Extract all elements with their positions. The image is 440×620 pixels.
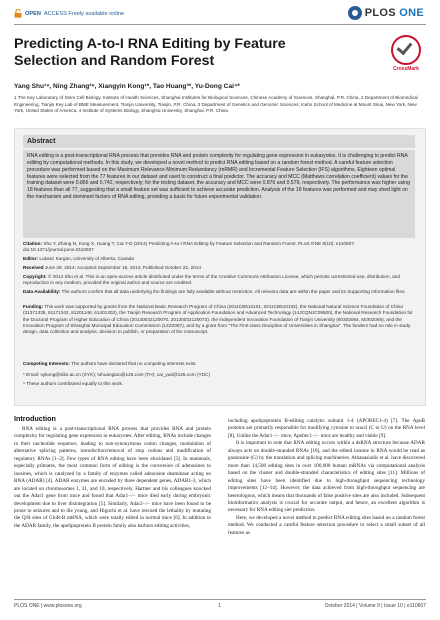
citation-text: Shu Y, Zhang N, Kong X, Huang T, Cai Y-D (2014) Predicting A-to-I RNA Editing by Feature Selection and Random Forest. PLoS ONE 9(10): e110607. doi:10.1371/journal.pone.0110607	[23, 241, 356, 253]
body-column-right	[228, 418, 425, 537]
author-list: Yang Shu¹⁹, Ning Zhang²⁹, Xiangyin Kong¹*, Tao Huang³*, Yu-Dong Cai⁴*	[14, 83, 240, 90]
data-availability-text: The authors confirm that all data underlying the findings are fully available without restriction. All relevant data are within the paper and its Supporting Information files.	[61, 289, 406, 294]
crossmark-icon	[391, 35, 421, 65]
article-title: Predicting A-to-I RNA Editing by Feature Selection and Random Forest	[14, 36, 286, 69]
open-access-label: ACCESS Freely available online	[43, 10, 125, 17]
editor	[23, 256, 415, 262]
data-availability-label: Data Availability:	[23, 289, 61, 294]
footer-journal-url[interactable]: PLOS ONE | www.plosone.org	[14, 603, 82, 609]
open-access-prefix: OPEN	[25, 10, 41, 17]
body-column-left	[14, 426, 211, 530]
editor-label: Editor:	[23, 256, 39, 261]
abstract-heading: Abstract	[23, 135, 415, 148]
open-access-lock-icon	[14, 9, 22, 18]
footer-divider	[14, 599, 426, 600]
journal-wordmark	[365, 7, 424, 19]
dates	[23, 265, 415, 271]
data-availability	[23, 289, 415, 295]
intro-paragraph: including apolipoprotein B-editing catalytic subunit 1-4 (APOBEC1-4) [7]. The ApoB proteins are primarily responsible for modifying cytosine to uracil (C to U) on the RNA level [8]. Unlike the Adar1−/− mice, Apobec1−/− mice are healthy and viable [9].	[228, 418, 425, 439]
journal-logo[interactable]	[348, 6, 424, 20]
crossmark-label: CrossMark	[393, 66, 419, 72]
competing-interests-text: The authors have declared that no competing interests exist.	[71, 361, 197, 366]
competing-interests-label: Competing Interests:	[23, 361, 70, 366]
affiliations: 1 The Key Laboratory of Stem Cell Biology, Institute of Health Sciences, Shanghai Institutes for Biological Sciences, Chinese Academy of Sciences, Shanghai, P.R. China, 2 Department of Biomedical Engineering, Tianjin Key Lab of BME Measurement, Tianjin University, Tianjin, P.R. China, 3 Department of Genetics and Genomic Sciences, Icahn School of Medicine at Mount Sinai, New York, New York, United States of America, 4 Institute of Systems Biology, Shanghai University, Shanghai, P.R. China	[14, 95, 418, 114]
intro-paragraph: It is important to note that RNA editing occurs within a dsRNA structure because ADAR always acts on double-stranded RNAs [10], and the edited inosine in RNA would be read as guanosine (G) by the translation and splicing machineries. Athanasiadis et al. have discovered more than 14,500 editing sites in over 100,000 human mRNAs via computational analysis based on the cluster and double-stranded characteristics of editing sites [11]. Millions of editing sites have been identified due to high-throughput sequencing technology improvements [12–14]. However, the data achieved from high-throughput sequencing are heterologous, which means that thousands of false positive sites are also included. Subsequent bioinformatics analysis is crucial for accurate output, and hence, an excellent algorithm is necessary for RNA editing site prediction.	[228, 440, 425, 514]
journal-name-text: ONE	[399, 7, 424, 19]
funding-text: This work was supported by grants from the National Basic Research Program of China (2011CB510101, 2011CB510102), the National Natural Science Foundation of China (31371335, 81171342, 81201148, 61401302), the Tianjin Research Program of Application Foundation and Advanced Technology (14JCQNJC09500), the National Research Foundation for the Doctoral Program of Higher Education of China (20130032120070, 20120032120073), the Independent Innovation Foundation of Tianjin University (60302064, 60302069), and the Innovation Program of Shanghai Municipal Education Commission (12ZZ087), and by a grant from "The First-class Discipline of Universities in Shanghai". The funders had no role in study design, data collection and analysis, decision to publish, or preparation of the manuscript.	[23, 304, 413, 335]
citation-label: Citation:	[23, 241, 43, 246]
editor-text: Lukasz Kurgan, University of Alberta, Canada	[39, 256, 135, 261]
competing-interests	[23, 361, 415, 367]
crossmark-badge[interactable]	[386, 35, 426, 72]
copyright	[23, 274, 415, 287]
funding	[23, 304, 415, 335]
received-label: Received	[23, 265, 44, 270]
journal-logo-text: PLOS	[364, 7, 396, 19]
citation	[23, 241, 415, 254]
copyright-text: © 2014 Shu et al. This is an open-access article distributed under the terms of the Creative Commons Attribution License, which permits unrestricted use, distribution, and reproduction in any medium, provided the original author and source are credited.	[23, 274, 400, 286]
page-number: 1	[218, 603, 221, 609]
plos-logo-icon	[348, 6, 362, 20]
equal-contribution-note: ⁹ These authors contributed equally to this work.	[23, 381, 124, 386]
correspondence-email[interactable]: * Email: xykong@sibs.ac.cn (XYK); tohuangtao@126.com (TH); cai_yud@126.com (YDC)	[23, 372, 211, 377]
header-divider	[14, 24, 426, 25]
introduction-heading: Introduction	[14, 414, 56, 423]
intro-paragraph: Here, we developed a novel method to predict RNA editing sites based on a random forest method. We conducted a careful feature selection procedure to select a small subset of all features as	[228, 514, 425, 536]
abstract-text: RNA editing is a post-transcriptional RNA process that provides RNA and protein complexity for regulating gene expression in eukaryotes. It is challenging to predict RNA editing by computational methods. In this study, we developed a novel method to predict RNA editing based on a random forest method. A careful feature selection procedure was performed based on the Maximum Relevance Minimum Redundancy (mRMR) and Incremental Feature Selection (IFS) algorithms. Eighteen optimal features were selected from the 77 features in our dataset and used to construct a final predictor. The accuracy and MCC (Matthews correlation coefficient) values for the training dataset were 0.866 and 0.742, respectively; for the testing dataset, the accuracy and MCC were 0.876 and 0.576, respectively. The performance was higher using 18 features than all 77, suggesting that a small feature set was sufficient to achieve accurate prediction. Analysis of the 18 features was performed and may shed light on the mechanism and dominant factors of RNA editing, providing a basis for future experimental validation.	[23, 150, 415, 238]
funding-label: Funding:	[23, 304, 44, 309]
intro-paragraph: RNA editing is a post-transcriptional RNA process that provides RNA and protein complexity for regulating gene expression in eukaryotes. After editing, RNAs include changes in their nucleotide sequence, leading to non-synonymous codon changes, modulation of alternative splicing patterns, introduction/removal of stop codons and modification of regulatory RNAs [1–2]. Few types of RNA editing have been elucidated [3]. In mammals, especially primates, the most common form of editing is the conversion of adenosines to inosines, which is catalyzed by a family of enzymes called adenosine deaminase acting on RNA (ADAR) [4]. ADAR enzymes are encoded by three dependent genes, ADAR1-3, which are located on chromosomes 1, 21, and 10, respectively. Hartner and his colleagues knocked out the Adar1 gene from mice and found that Adar1−/− mice died early during embryonic development due to liver disintegration [5]. Similarly, Adar2−/− mice have been found to be prone to seizures and to die young, and Higuchi et al. have rescued the lethality by mutating the Q/R sites of GluR-B mRNA, which were totally edited in normal mice [6]. In addition to the ADAR family, the apolipoprotein B protein family also harbors editing activities,	[14, 426, 211, 529]
copyright-label: Copyright:	[23, 274, 47, 279]
footer-issue-info: October 2014 | Volume 9 | Issue 10 | e110607	[324, 603, 426, 609]
dates-text: June 28, 2014; Accepted September 16, 2014; Published October 22, 2014	[44, 265, 202, 270]
open-access-banner	[14, 9, 124, 18]
